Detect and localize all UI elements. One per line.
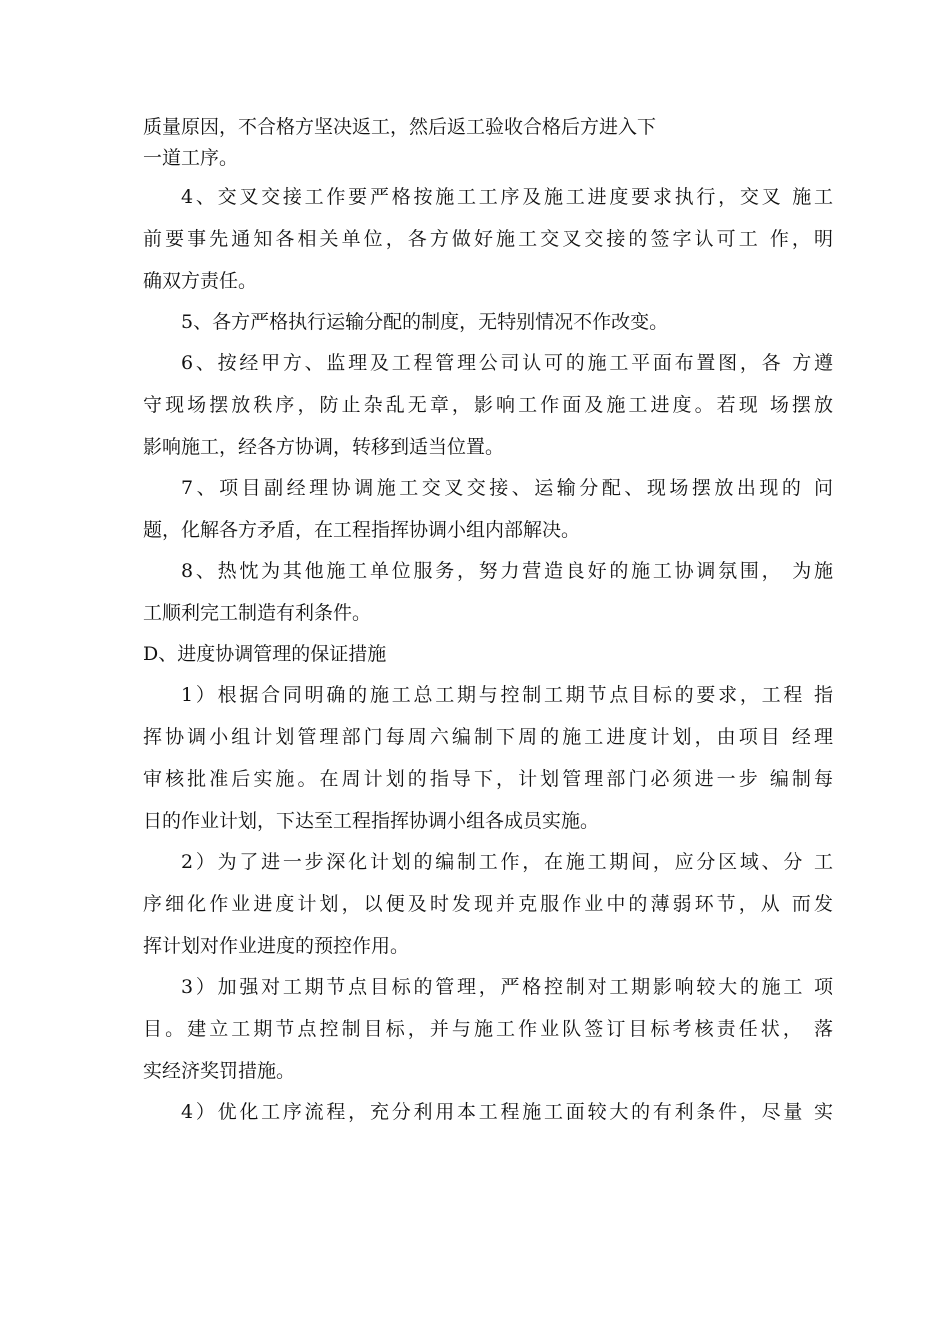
paragraph-measure-1 <box>143 680 833 837</box>
text-line: 1）根据合同明确的施工总工期与控制工期节点目标的要求，工程 指 <box>181 684 833 706</box>
text-line: 挥计划对作业进度的预控作用。 <box>143 935 410 957</box>
text-line: 挥协调小组计划管理部门每周六编制下周的施工进度计划，由项目 经理 <box>143 726 833 748</box>
text-line: 质量原因，不合格方坚决返工，然后返工验收合格后方进入下 <box>143 116 657 138</box>
paragraph-item-7 <box>143 473 833 546</box>
text-line: 前要事先通知各相关单位，各方做好施工交叉交接的签字认可工 作，明 <box>143 228 833 250</box>
section-heading-d <box>143 639 833 670</box>
text-line: 一道工序。 <box>143 147 239 169</box>
paragraph-item-5 <box>143 307 833 338</box>
paragraph-measure-3 <box>143 972 833 1087</box>
text-line: 工顺利完工制造有利条件。 <box>143 602 372 624</box>
paragraph-item-6 <box>143 348 833 463</box>
text-line: 6、按经甲方、监理及工程管理公司认可的施工平面布置图，各 方遵 <box>181 352 833 374</box>
document-page <box>143 112 833 1138</box>
section-heading-text: D、进度协调管理的保证措施 <box>143 643 387 665</box>
text-line: 影响施工，经各方协调，转移到适当位置。 <box>143 436 505 458</box>
text-line: 目。建立工期节点控制目标，并与施工作业队签订目标考核责任状， 落 <box>143 1018 833 1040</box>
text-line: 日的作业计划，下达至工程指挥协调小组各成员实施。 <box>143 810 600 832</box>
text-line: 守现场摆放秩序，防止杂乱无章，影响工作面及施工进度。若现 场摆放 <box>143 394 833 416</box>
paragraph-item-8 <box>143 556 833 629</box>
paragraph-measure-2 <box>143 847 833 962</box>
text-line: 3）加强对工期节点目标的管理，严格控制对工期影响较大的施工 项 <box>181 976 833 998</box>
text-line: 4）优化工序流程，充分利用本工程施工面较大的有利条件，尽量 实 <box>181 1101 833 1123</box>
text-line: 确双方责任。 <box>143 270 258 292</box>
paragraph-quality-rework <box>143 112 833 174</box>
text-line: 4、交叉交接工作要严格按施工工序及施工进度要求执行，交叉 施工 <box>181 186 833 208</box>
text-line: 实经济奖罚措施。 <box>143 1060 296 1082</box>
paragraph-item-4 <box>143 182 833 297</box>
text-line: 8、热忱为其他施工单位服务，努力营造良好的施工协调氛围， 为施 <box>181 560 833 582</box>
text-line: 题，化解各方矛盾，在工程指挥协调小组内部解决。 <box>143 519 581 541</box>
text-line: 5、各方严格执行运输分配的制度，无特别情况不作改变。 <box>181 311 669 333</box>
text-line: 7、项目副经理协调施工交叉交接、运输分配、现场摆放出现的 问 <box>181 477 833 499</box>
text-line: 2）为了进一步深化计划的编制工作，在施工期间，应分区域、分 工 <box>181 851 833 873</box>
paragraph-measure-4 <box>143 1097 833 1128</box>
text-line: 序细化作业进度计划，以便及时发现并克服作业中的薄弱环节，从 而发 <box>143 893 833 915</box>
text-line: 审核批准后实施。在周计划的指导下，计划管理部门必须进一步 编制每 <box>143 768 833 790</box>
